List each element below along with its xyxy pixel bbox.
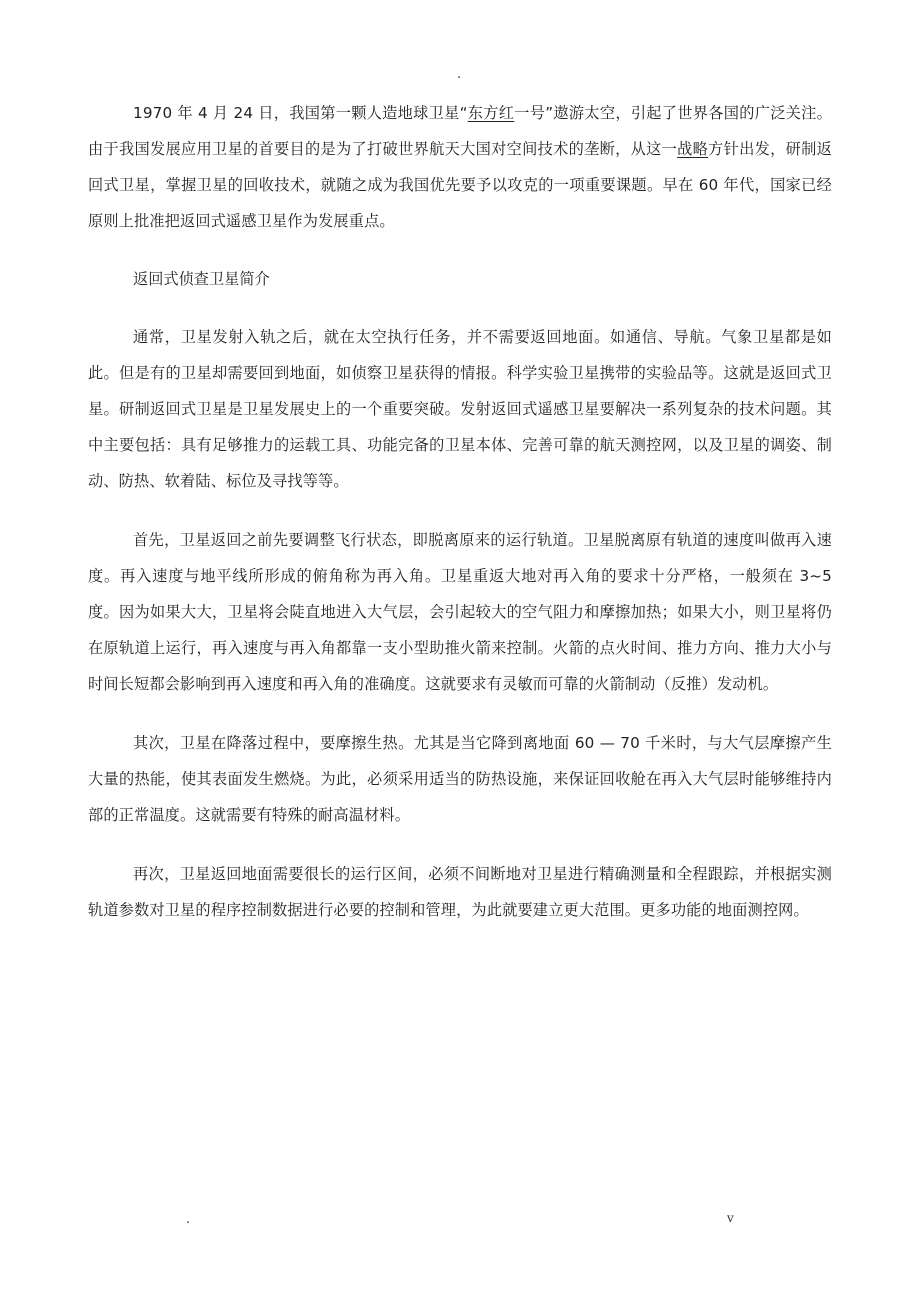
paragraph-third: 再次，卫星返回地面需要很长的运行区间，必须不间断地对卫星进行精确测量和全程跟踪，并根据实测轨道参数对卫星的程序控制数据进行必要的控制和管理，为此就要建立更大范围。更多功能的地面测控网。 xyxy=(88,865,832,919)
paragraph-intro xyxy=(88,95,832,239)
footer-right-mark: v xyxy=(727,1211,734,1225)
dongfanghong-link[interactable]: 东方红 xyxy=(467,104,515,122)
document-body xyxy=(88,95,832,928)
paragraph-overview: 通常，卫星发射入轨之后，就在太空执行任务，并不需要返回地面。如通信、导航。气象卫星都是如此。但是有的卫星却需要回到地面，如侦察卫星获得的情报。科学实验卫星携带的实验品等。这就是返回式卫星。研制返回式卫星是卫星发展史上的一个重要突破。发射返回式遥感卫星要解决一系列复杂的技术问题。其中主要包括：具有足够推力的运载工具、功能完备的卫星本体、完善可靠的航天测控网，以及卫星的调姿、制动、防热、软着陆、标位及寻找等等。 xyxy=(88,328,832,490)
header-mark: . xyxy=(457,67,462,82)
footer-left-mark: . xyxy=(186,1212,191,1227)
paragraph-first: 首先，卫星返回之前先要调整飞行状态，即脱离原来的运行轨道。卫星脱离原有轨道的速度叫做再入速度。再入速度与地平线所形成的俯角称为再入角。卫星重返大地对再入角的要求十分严格，一般须在 3~5 度。因为如果大大，卫星将会陡直地进入大气层，会引起较大的空气阻力和摩擦加热；如果大小，则卫星将仍在原轨道上运行，再入速度与再入角都靠一支小型助推火箭来控制。火箭的点火时间、推力方向、推力大小与时间长短都会影响到再入速度和再入角的准确度。这就要求有灵敏而可靠的火箭制动（反推）发动机。 xyxy=(88,531,832,693)
intro-text-c: 方针出发，研制返回式卫星，掌握卫星的回收技术，就随之成为我国优先要予以攻克的一项重要课题。早在 60 年代，国家已经原则上批准把返回式遥感卫星作为发展重点。 xyxy=(88,140,832,230)
section-heading: 返回式侦查卫星简介 xyxy=(133,270,270,288)
intro-text-a: 1970 年 4 月 24 日，我国第一颗人造地球卫星“ xyxy=(133,104,468,122)
paragraph-second: 其次，卫星在降落过程中，要摩擦生热。尤其是当它降到离地面 60 — 70 千米时，与大气层摩擦产生大量的热能，使其表面发生燃烧。为此，必须采用适当的防热设施，来保证回收舱在再入大气层时能够维持内部的正常温度。这就需要有特殊的耐高温材料。 xyxy=(88,734,832,824)
intro-text-b: 一号”遨游太空，引起了世界各国的广泛关注。由于我国发展应用卫星的首要目的是为了打破世界航天大国对空间技术的垄断，从这一 xyxy=(88,104,832,158)
strategy-link[interactable]: 战略 xyxy=(677,140,709,158)
